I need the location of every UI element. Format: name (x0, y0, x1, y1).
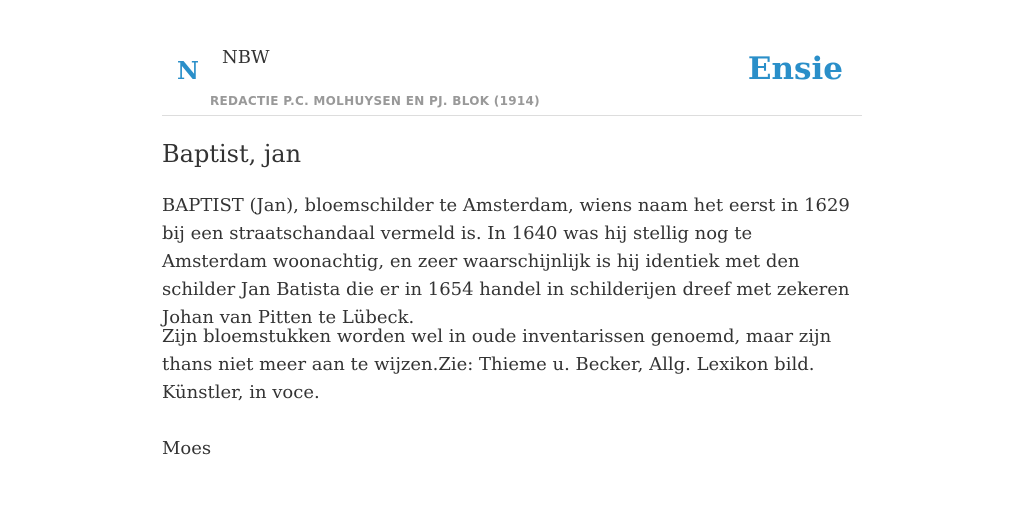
entry-author: Moes (162, 438, 212, 459)
entry-paragraph: BAPTIST (Jan), bloemschilder te Amsterdam, wiens naam het eerst in 1629 bij een straatschandaal vermeld is. In 1640 was hij stellig nog te Amsterdam woonachtig, en zeer waarschijnlijk is hij identiek met den schilder Jan Batista die er in 1654 handel in schilderijen dreef met zekeren Johan van Pitten te Lübeck. (162, 195, 850, 328)
source-logo[interactable]: N (177, 56, 199, 85)
source-title[interactable]: NBW (222, 47, 270, 68)
header (162, 0, 862, 116)
source-subtitle: REDACTIE P.C. MOLHUYSEN EN PJ. BLOK (1914) (210, 94, 540, 108)
brand-logo[interactable]: Ensie (747, 51, 843, 87)
entry-paragraph: Zijn bloemstukken worden wel in oude inventarissen genoemd, maar zijn thans niet meer aan te wijzen.Zie: Thieme u. Becker, Allg. Lexikon bild. Künstler, in voce. (162, 326, 832, 403)
page-title: Baptist, jan (162, 140, 302, 168)
page (162, 0, 862, 512)
